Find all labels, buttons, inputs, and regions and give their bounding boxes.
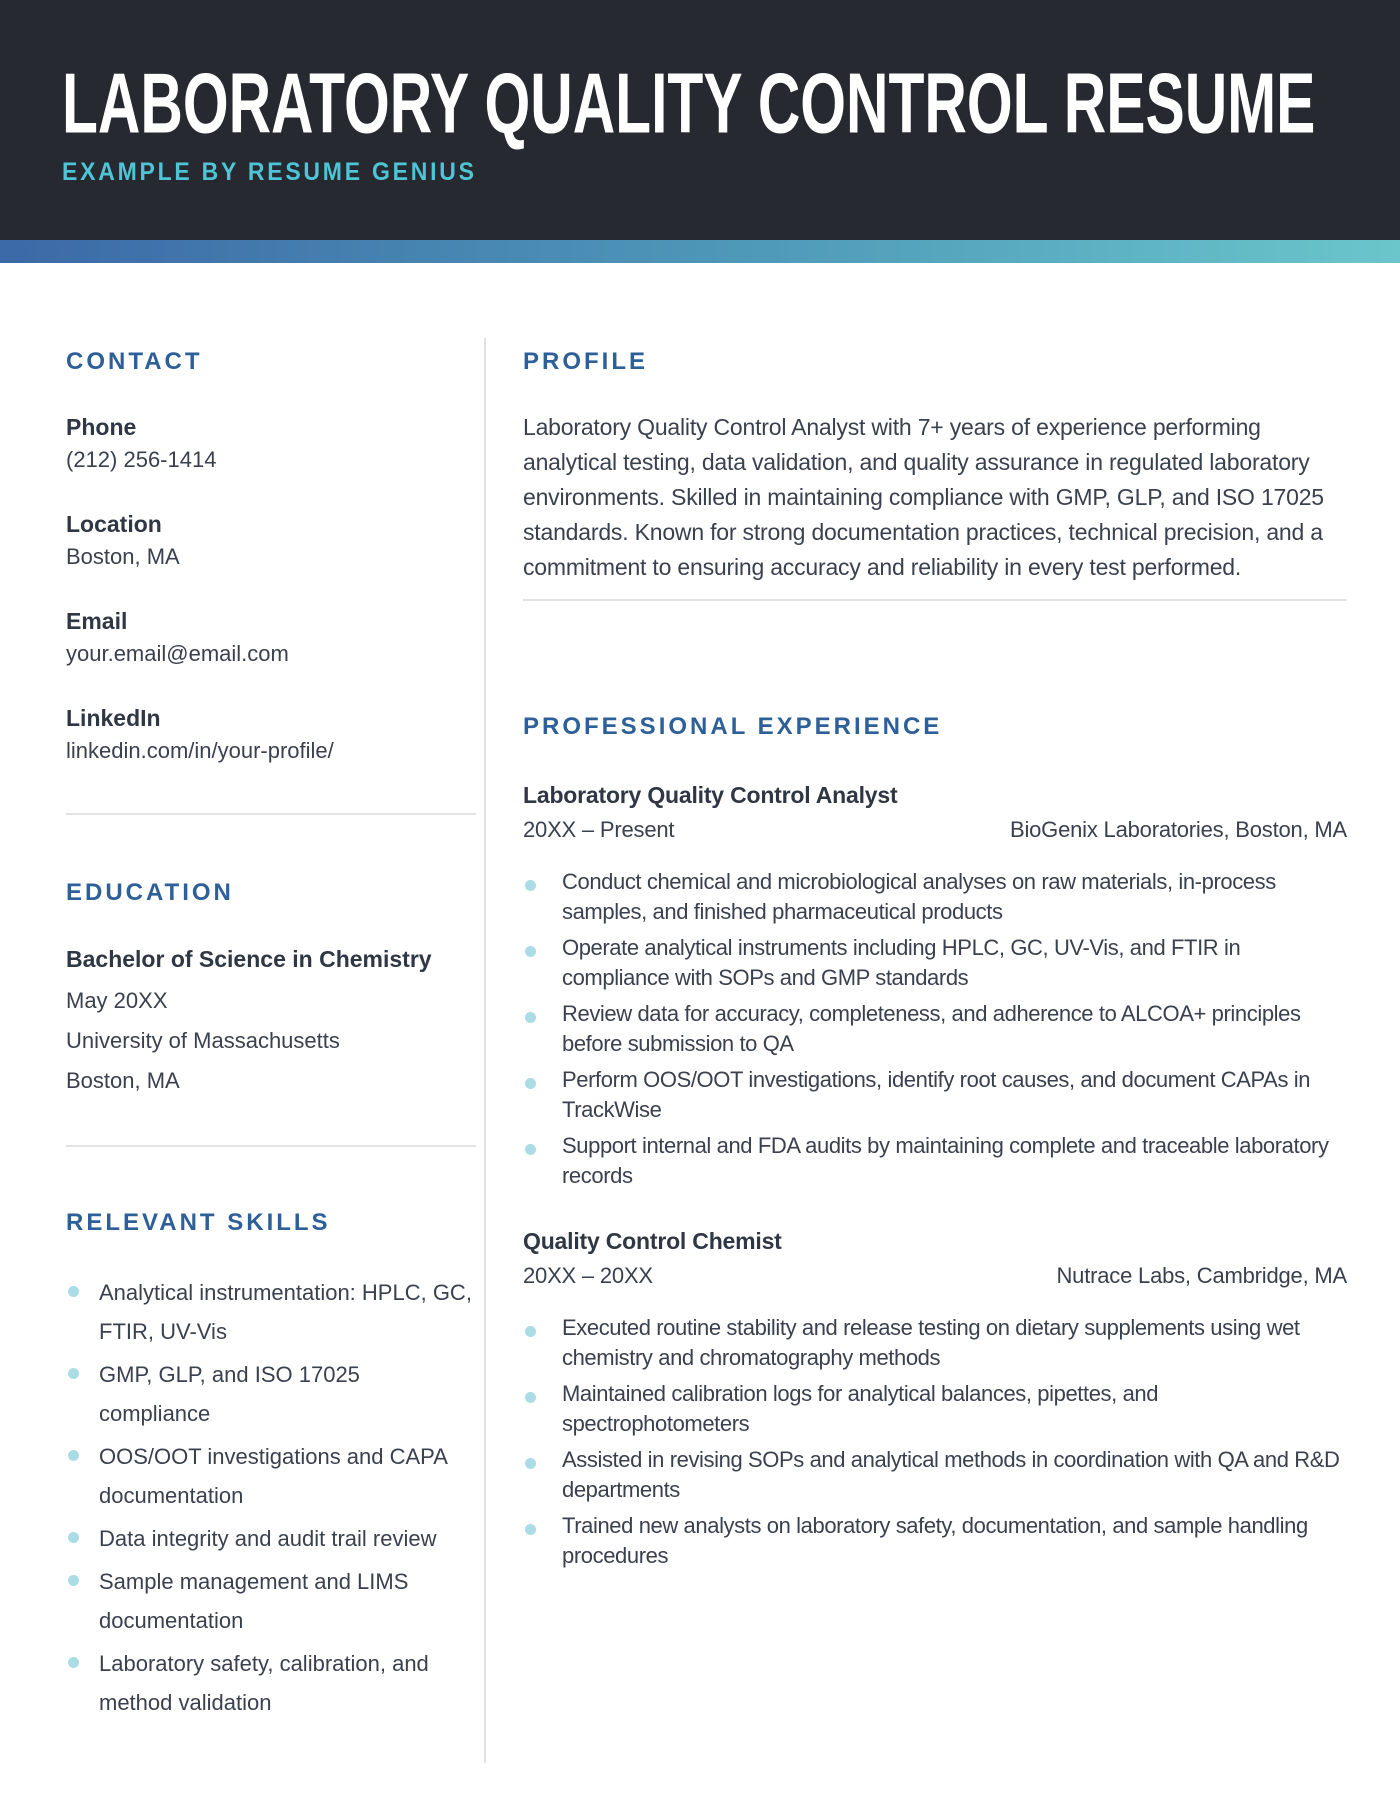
- skill-item: Sample management and LIMS documentation: [66, 1562, 476, 1640]
- job-title: Quality Control Chemist: [523, 1228, 782, 1254]
- education-date: May 20XX: [66, 988, 168, 1013]
- education-heading: EDUCATION: [66, 879, 234, 906]
- skill-item: GMP, GLP, and ISO 17025 compliance: [66, 1355, 476, 1433]
- skill-item: Analytical instrumentation: HPLC, GC, FTIR, UV-Vis: [66, 1273, 476, 1351]
- contact-item: [66, 414, 476, 473]
- contact-item-value: (212) 256-1414: [66, 447, 217, 472]
- job-bullet: Operate analytical instruments including HPLC, GC, UV-Vis, and FTIR in compliance with SOPs and GMP standards: [523, 933, 1347, 993]
- job-bullet: Review data for accuracy, completeness, and adherence to ALCOA+ principles before submission to QA: [523, 999, 1347, 1059]
- contact-item-value: Boston, MA: [66, 544, 180, 569]
- resume-subtitle: EXAMPLE BY RESUME GENIUS: [62, 158, 477, 186]
- education-degree: Bachelor of Science in Chemistry: [66, 946, 432, 972]
- profile-heading: PROFILE: [523, 348, 649, 375]
- job-bullet-list: [523, 867, 1347, 1191]
- job-bullet: Perform OOS/OOT investigations, identify root causes, and document CAPAs in TrackWise: [523, 1065, 1347, 1125]
- job-entry-2: [523, 1227, 1347, 1571]
- sidebar: [57, 338, 486, 1763]
- job-dates: 20XX – Present: [523, 817, 675, 842]
- job-title: Laboratory Quality Control Analyst: [523, 782, 898, 808]
- contact-heading: CONTACT: [66, 348, 203, 375]
- education-school: University of Massachusetts: [66, 1028, 340, 1053]
- job-bullet: Support internal and FDA audits by maintaining complete and traceable laboratory records: [523, 1131, 1347, 1191]
- job-bullet: Maintained calibration logs for analytical balances, pipettes, and spectrophotometers: [523, 1379, 1347, 1439]
- contact-item-label: Phone: [66, 414, 137, 440]
- contact-item: [66, 608, 476, 667]
- job-company: Nutrace Labs, Cambridge, MA: [1056, 1263, 1347, 1288]
- skills-list: [66, 1273, 476, 1722]
- experience-section: [523, 713, 1347, 1571]
- contact-item: [66, 705, 476, 764]
- main-column: [486, 338, 1347, 1763]
- contact-item-value: linkedin.com/in/your-profile/: [66, 738, 334, 763]
- job-dates: 20XX – 20XX: [523, 1263, 653, 1288]
- job-entry-1: [523, 781, 1347, 1191]
- skill-item: OOS/OOT investigations and CAPA documentation: [66, 1437, 476, 1515]
- job-company: BioGenix Laboratories, Boston, MA: [1009, 817, 1347, 842]
- accent-gradient-bar: [0, 240, 1400, 263]
- profile-section: [523, 348, 1347, 601]
- job-bullet: Conduct chemical and microbiological analyses on raw materials, in-process samples, and finished pharmaceutical products: [523, 867, 1347, 927]
- contact-item-value: your.email@email.com: [66, 641, 289, 666]
- resume-title: LABORATORY QUALITY CONTROL RESUME: [62, 54, 1316, 151]
- skills-section: [66, 1147, 476, 1722]
- job-bullet: Executed routine stability and release testing on dietary supplements using wet chemistry and chromatography methods: [523, 1313, 1347, 1373]
- contact-item: [66, 511, 476, 570]
- job-meta: [523, 1263, 1347, 1289]
- skills-heading: RELEVANT SKILLS: [66, 1209, 331, 1236]
- job-bullet: Assisted in revising SOPs and analytical methods in coordination with QA and R&D departments: [523, 1445, 1347, 1505]
- contact-item-label: Location: [66, 511, 162, 537]
- experience-heading: PROFESSIONAL EXPERIENCE: [523, 713, 943, 740]
- contact-list: [66, 414, 476, 764]
- job-meta: [523, 817, 1347, 843]
- content-columns: [0, 338, 1400, 1763]
- contact-item-label: Email: [66, 608, 128, 634]
- skill-item: Laboratory safety, calibration, and method validation: [66, 1644, 476, 1722]
- job-bullet-list: [523, 1313, 1347, 1571]
- skill-item: Data integrity and audit trail review: [66, 1519, 476, 1558]
- education-section: [66, 815, 476, 1147]
- education-location: Boston, MA: [66, 1068, 180, 1093]
- profile-text: Laboratory Quality Control Analyst with 7+ years of experience performing analytical testing, data validation, and quality assurance in regulated laboratory environments. Skilled in maintaining compliance with GMP, GLP, and ISO 17025 standards. Known for strong documentation practices, technical precision, and a commitment to ensuring accuracy and reliability in every test performed.: [523, 414, 1324, 580]
- header-banner: [0, 0, 1400, 240]
- job-bullet: Trained new analysts on laboratory safety, documentation, and sample handling procedures: [523, 1511, 1347, 1571]
- contact-section: [66, 348, 476, 815]
- contact-item-label: LinkedIn: [66, 705, 161, 731]
